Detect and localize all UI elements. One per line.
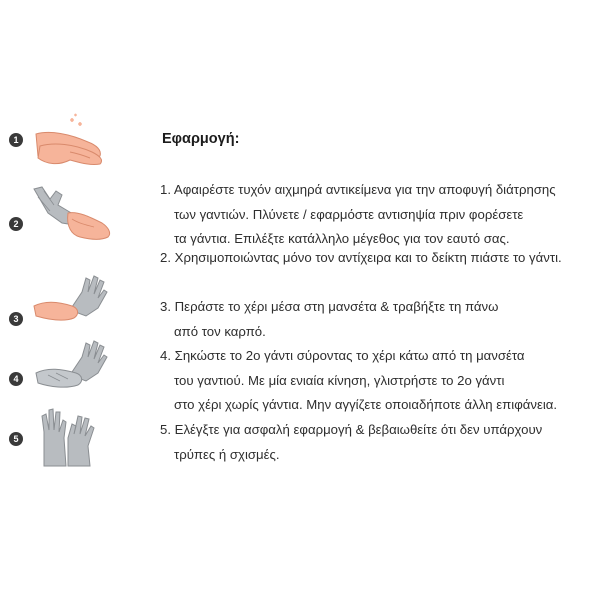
step-4-second-glove-illustration	[30, 335, 112, 395]
instruction-line: 3. Περάστε το χέρι μέσα στη μανσέτα & τραβήξτε τη πάνω	[160, 299, 499, 314]
water-droplets-icon	[70, 114, 82, 127]
hand-icon	[34, 302, 78, 320]
illustration-column	[0, 0, 150, 600]
instruction-line: τα γάντια. Επιλέξτε κατάλληλο μέγεθος για τον εαυτό σας.	[174, 231, 510, 246]
step-1-badge: 1	[9, 133, 23, 147]
step-5-check-gloves-illustration	[38, 404, 100, 470]
instruction-step-4	[160, 344, 557, 418]
instruction-line: τρύπες ή σχισμές.	[174, 446, 280, 462]
instruction-line: στο χέρι χωρίς γάντια. Μην αγγίζετε οποιαδήποτε άλλη επιφάνεια.	[174, 397, 558, 412]
step-1-wash-hands-illustration	[30, 112, 110, 170]
instruction-step-3	[160, 295, 498, 344]
instruction-line: του γαντιού. Με μία ενιαία κίνηση, γλιστρήστε το 2ο γάντι	[174, 372, 505, 388]
step-3-badge: 3	[9, 312, 23, 326]
hand-icon	[68, 213, 110, 240]
instruction-line: 4. Σηκώστε το 2ο γάντι σύροντας το χέρι κάτω από τη μανσέτα	[160, 348, 525, 363]
instruction-step-5	[160, 418, 542, 467]
instruction-line: 5. Ελέγξτε για ασφαλή εφαρμογή & βεβαιωθείτε ότι δεν υπάρχουν	[160, 422, 543, 437]
step-3-pull-glove-illustration	[30, 270, 110, 330]
instruction-line: 2. Χρησιμοποιώντας μόνο τον αντίχειρα και το δείκτη πιάστε το γάντι.	[160, 250, 562, 265]
step-2-grab-glove-illustration	[28, 183, 118, 253]
instruction-line: των γαντιών. Πλύνετε / εφαρμόστε αντισηψία πριν φορέσετε	[174, 206, 524, 222]
instruction-step-1	[160, 178, 556, 252]
gloved-hand-icon	[42, 409, 66, 466]
instruction-step-2	[160, 246, 562, 271]
step-5-badge: 5	[9, 432, 23, 446]
step-4-badge: 4	[9, 372, 23, 386]
step-2-badge: 2	[9, 217, 23, 231]
instruction-line: 1. Αφαιρέστε τυχόν αιχμηρά αντικείμενα για την αποφυγή διάτρησης	[160, 182, 556, 197]
gloved-hand-icon	[68, 416, 94, 466]
instruction-line: από τον καρπό.	[174, 323, 266, 339]
page-title: Εφαρμογή:	[162, 131, 240, 147]
